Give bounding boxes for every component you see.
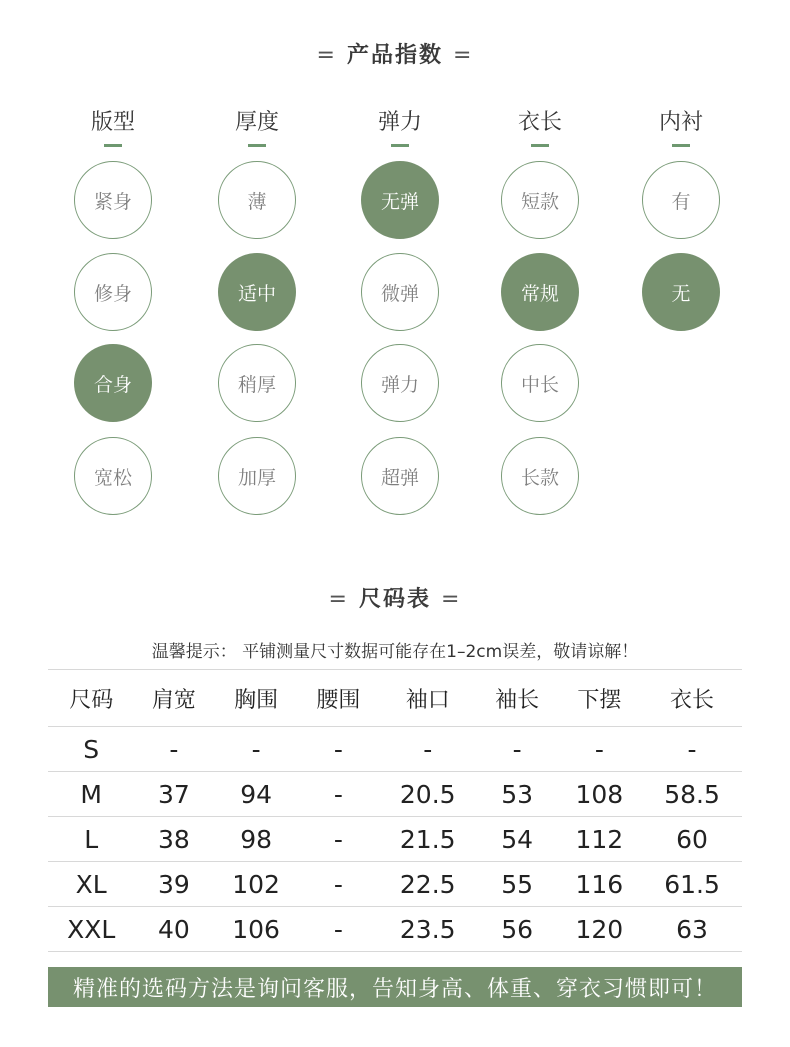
size-table-header-cell: 袖长 (478, 670, 557, 727)
table-cell: 21.5 (378, 817, 478, 862)
table-cell: 98 (213, 817, 299, 862)
table-cell: - (299, 772, 378, 817)
product-index-title-text: 产品指数 (346, 43, 443, 68)
size-table-header-cell: 下摆 (557, 670, 643, 727)
table-cell: 120 (557, 907, 643, 952)
table-cell: 106 (213, 907, 299, 952)
column-heading (187, 105, 327, 147)
size-table-header-cell: 衣长 (642, 670, 742, 727)
table-cell: 60 (642, 817, 742, 862)
table-cell: 112 (557, 817, 643, 862)
option-circle: 有 (642, 161, 720, 239)
table-cell: 23.5 (378, 907, 478, 952)
table-cell: - (378, 727, 478, 772)
table-cell: 22.5 (378, 862, 478, 907)
option-circle-selected: 无弹 (361, 161, 439, 239)
heading-underline (391, 144, 409, 147)
option-circle-selected: 适中 (218, 253, 296, 331)
option-circle: 中长 (501, 344, 579, 422)
table-cell: 54 (478, 817, 557, 862)
table-row (48, 907, 742, 952)
table-cell: 116 (557, 862, 643, 907)
size-table (48, 669, 742, 952)
table-row (48, 772, 742, 817)
table-cell: - (299, 907, 378, 952)
table-cell: 61.5 (642, 862, 742, 907)
option-circle: 紧身 (74, 161, 152, 239)
option-circle: 微弹 (361, 253, 439, 331)
table-row (48, 727, 742, 772)
table-cell: 40 (134, 907, 213, 952)
table-cell: - (299, 727, 378, 772)
table-cell: 38 (134, 817, 213, 862)
table-cell: - (213, 727, 299, 772)
column-heading-label: 版型 (90, 110, 135, 135)
table-cell: - (299, 862, 378, 907)
option-circle: 稍厚 (218, 344, 296, 422)
table-cell: 56 (478, 907, 557, 952)
table-cell: S (48, 727, 134, 772)
product-index-title: = 产品指数 = (316, 43, 474, 68)
heading-underline (248, 144, 266, 147)
measurement-notice: 温馨提示： 平铺测量尺寸数据可能存在1–2cm误差，敬请谅解！ (151, 642, 639, 662)
table-cell: M (48, 772, 134, 817)
table-cell: 53 (478, 772, 557, 817)
size-table-header (48, 670, 742, 727)
sizing-advice-banner: 精准的选码方法是询问客服，告知身高、体重、穿衣习惯即可！ (48, 967, 742, 1007)
table-cell: 108 (557, 772, 643, 817)
option-circle: 修身 (74, 253, 152, 331)
column-heading (611, 105, 751, 147)
size-table-header-cell: 胸围 (213, 670, 299, 727)
option-circle: 薄 (218, 161, 296, 239)
option-circle: 加厚 (218, 437, 296, 515)
option-circle: 宽松 (74, 437, 152, 515)
option-circle: 弹力 (361, 344, 439, 422)
table-cell: 39 (134, 862, 213, 907)
table-cell: 63 (642, 907, 742, 952)
column-heading (470, 105, 610, 147)
table-cell: 94 (213, 772, 299, 817)
size-chart-title: = 尺码表 = (328, 587, 462, 612)
table-row (48, 862, 742, 907)
size-table-header-cell: 腰围 (299, 670, 378, 727)
table-cell: 20.5 (378, 772, 478, 817)
size-table-header-cell: 袖口 (378, 670, 478, 727)
column-heading-label: 厚度 (234, 110, 279, 135)
table-cell: 55 (478, 862, 557, 907)
column-heading-label: 内衬 (658, 110, 703, 135)
heading-underline (672, 144, 690, 147)
table-cell: - (557, 727, 643, 772)
column-heading-label: 衣长 (517, 110, 562, 135)
option-circle: 长款 (501, 437, 579, 515)
column-heading (330, 105, 470, 147)
table-cell: - (478, 727, 557, 772)
table-cell: - (642, 727, 742, 772)
option-circle-selected: 合身 (74, 344, 152, 422)
option-circle-selected: 无 (642, 253, 720, 331)
size-table-header-cell: 肩宽 (134, 670, 213, 727)
table-cell: L (48, 817, 134, 862)
table-cell: XXL (48, 907, 134, 952)
table-row (48, 817, 742, 862)
option-circle-selected: 常规 (501, 253, 579, 331)
table-cell: - (299, 817, 378, 862)
size-table-header-cell: 尺码 (48, 670, 134, 727)
table-cell: 37 (134, 772, 213, 817)
option-circle: 超弹 (361, 437, 439, 515)
column-heading (43, 105, 183, 147)
heading-underline (104, 144, 122, 147)
table-cell: XL (48, 862, 134, 907)
table-cell: 58.5 (642, 772, 742, 817)
table-cell: 102 (213, 862, 299, 907)
heading-underline (531, 144, 549, 147)
size-chart-title-text: 尺码表 (358, 587, 431, 612)
option-circle: 短款 (501, 161, 579, 239)
column-heading-label: 弹力 (377, 110, 422, 135)
table-cell: - (134, 727, 213, 772)
